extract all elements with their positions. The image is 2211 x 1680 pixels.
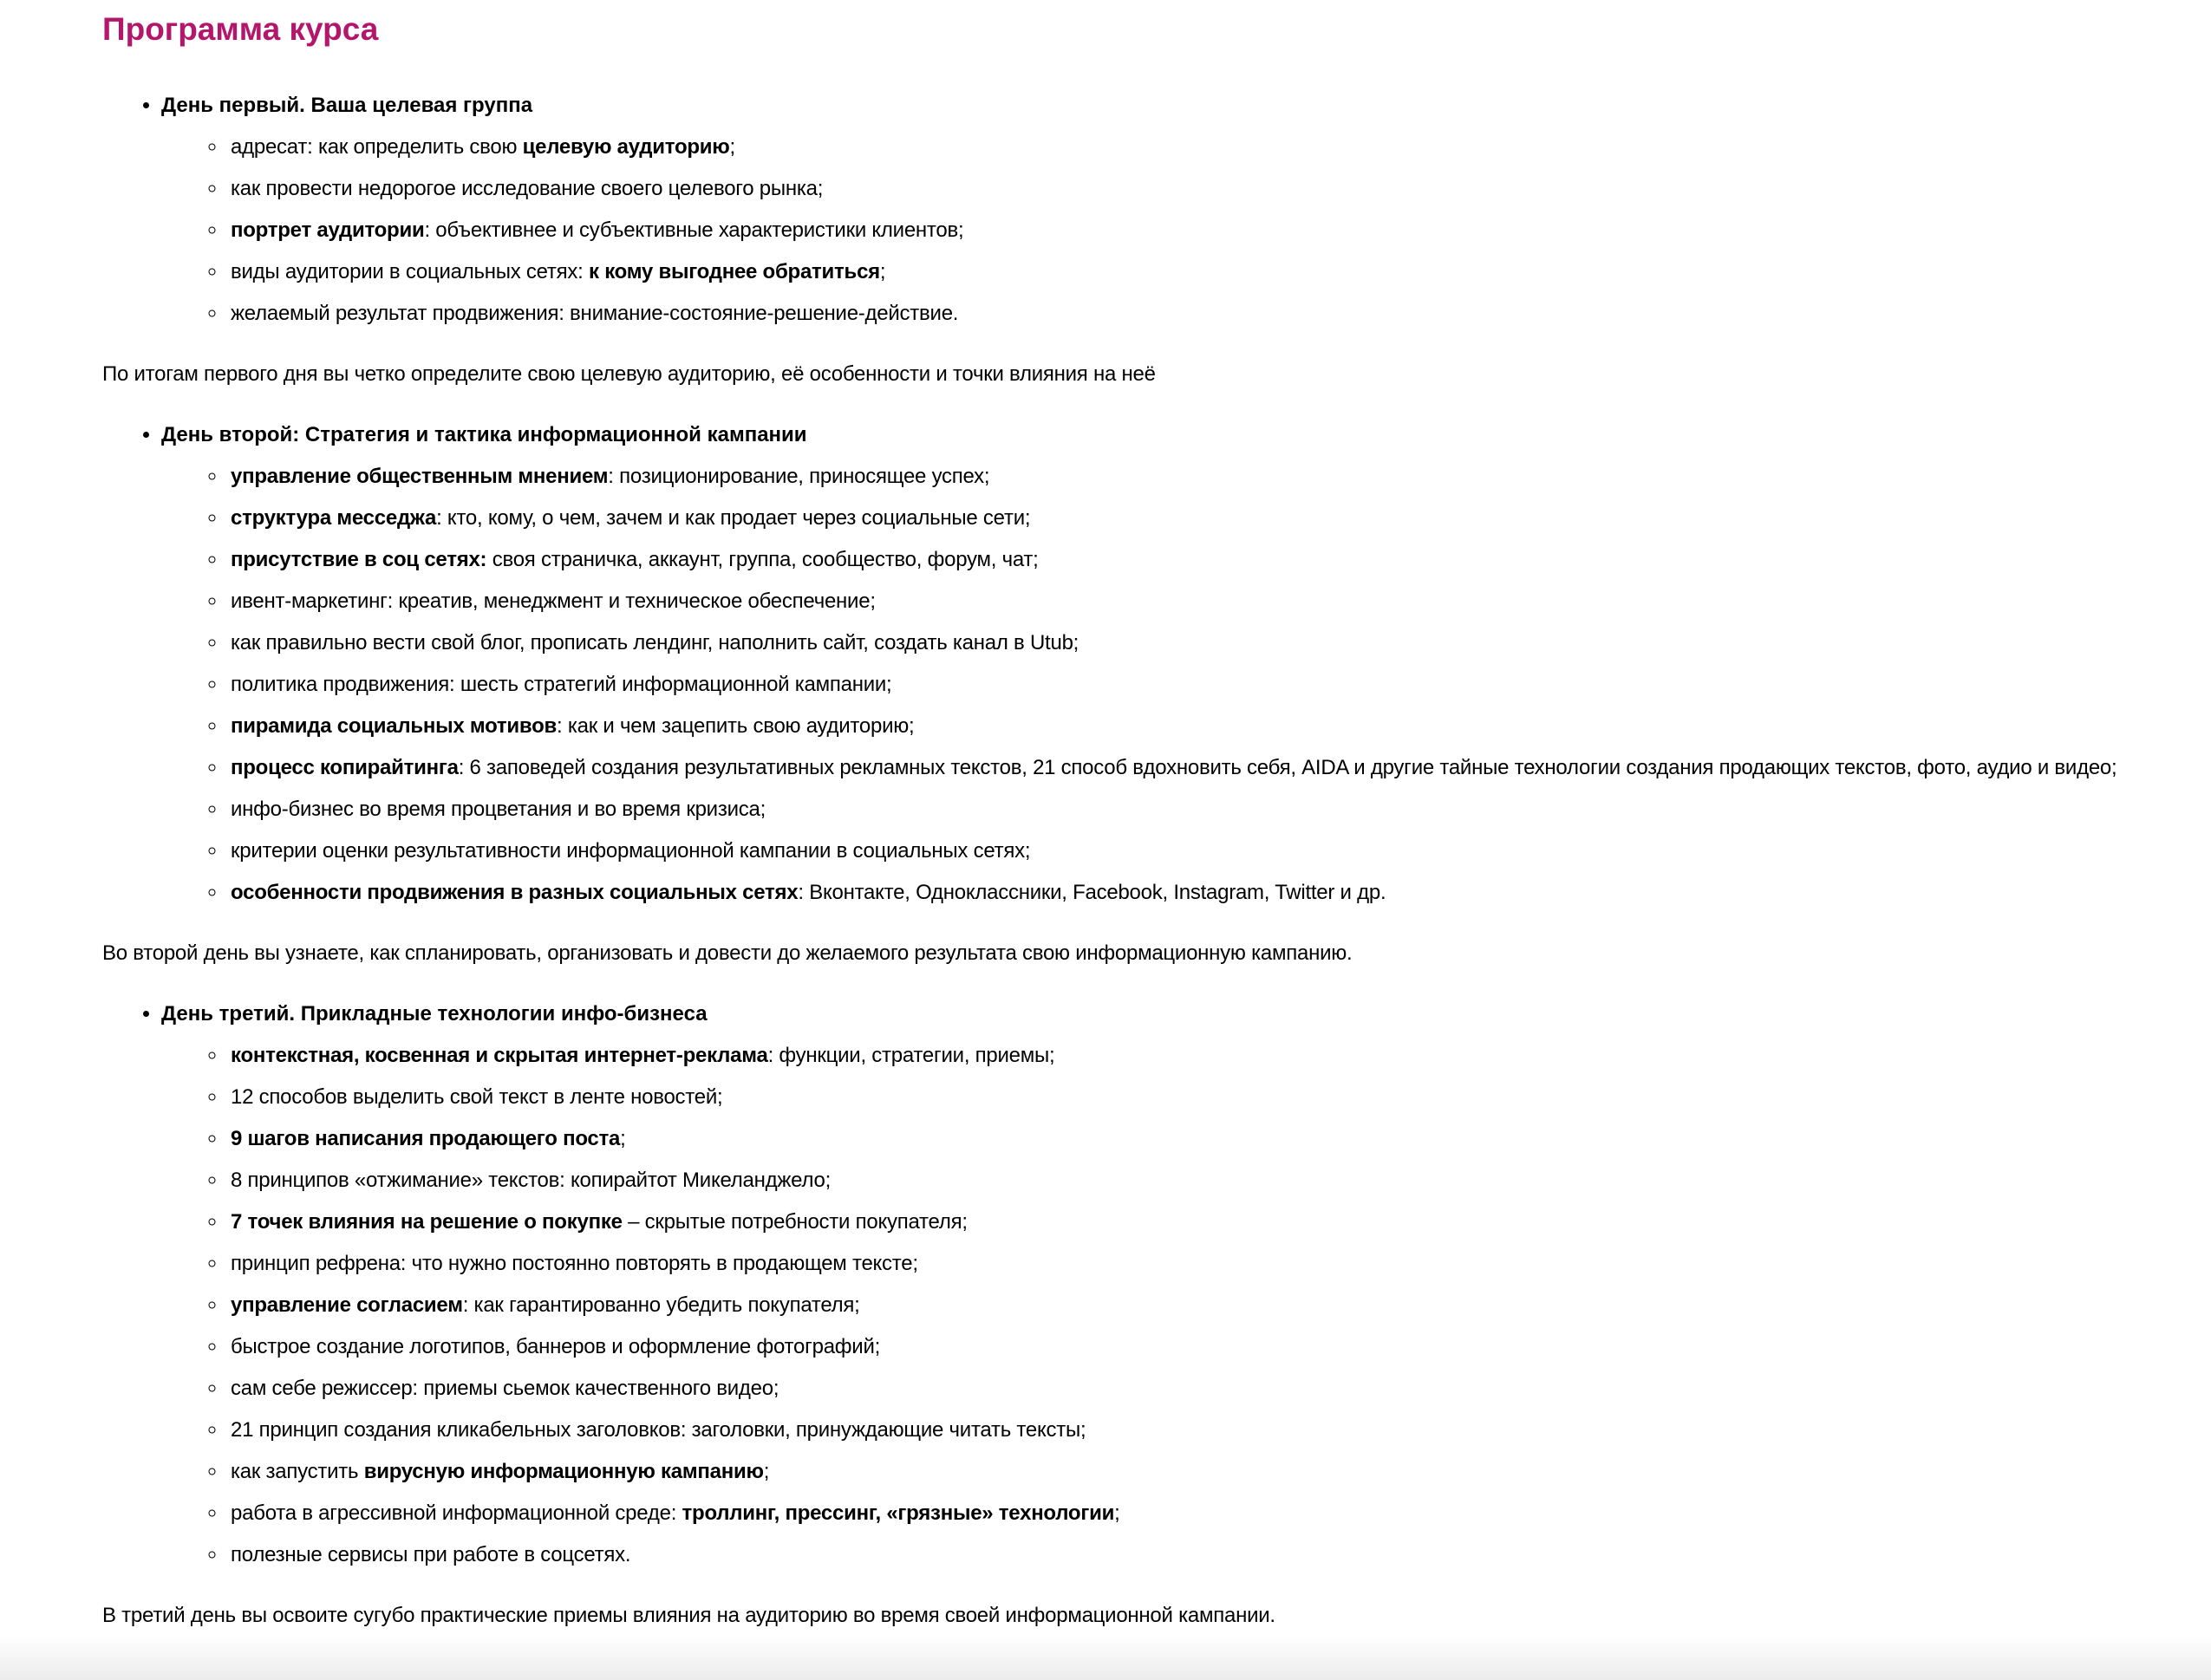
text-segment: ; xyxy=(879,260,886,283)
day-list-3 xyxy=(102,1002,2206,1567)
bold-text-segment: вирусную информационную кампанию xyxy=(363,1460,764,1483)
text-segment: адресат: как определить свою xyxy=(231,135,523,159)
sections-container xyxy=(102,94,2206,1628)
text-segment: : объективнее и субъективные характеристики клиентов; xyxy=(424,218,964,242)
text-segment: : Вконтакте, Одноклассники, Facebook, Instagram, Twitter и др. xyxy=(798,881,1386,904)
list-item xyxy=(227,218,2206,243)
text-segment: виды аудитории в социальных сетях: xyxy=(231,260,590,283)
text-segment: как провести недорогое исследование своего целевого рынка; xyxy=(231,177,824,200)
text-segment: : кто, кому, о чем, зачем и как продает через социальные сети; xyxy=(436,506,1031,530)
list-item xyxy=(227,260,2206,284)
list-item xyxy=(227,1085,2206,1110)
list-item xyxy=(227,1127,2206,1151)
bold-text-segment: процесс копирайтинга xyxy=(231,756,459,779)
day-list-2 xyxy=(102,423,2206,905)
list-item xyxy=(227,1460,2206,1484)
text-segment: 21 принцип создания кликабельных заголовков: заголовки, принуждающие читать тексты; xyxy=(231,1418,1086,1442)
text-segment: полезные сервисы при работе в соцсетях. xyxy=(231,1543,631,1566)
list-item xyxy=(227,673,2206,697)
text-segment: : позиционирование, приносящее успех; xyxy=(608,465,990,488)
text-segment: ивент-маркетинг: креатив, менеджмент и техническое обеспечение; xyxy=(231,589,876,613)
text-segment: как правильно вести свой блог, прописать лендинг, наполнить сайт, создать канал в Utub; xyxy=(231,631,1079,654)
text-segment: инфо-бизнес во время процветания и во время кризиса; xyxy=(231,798,766,821)
list-item xyxy=(227,465,2206,489)
bold-text-segment: 7 точек влияния на решение о покупке xyxy=(231,1210,623,1234)
text-segment: ; xyxy=(763,1460,770,1483)
list-item xyxy=(227,881,2206,905)
day-topics xyxy=(161,465,2206,905)
list-item xyxy=(227,756,2206,780)
list-item xyxy=(227,506,2206,531)
page-bottom-fade xyxy=(0,1635,2211,1680)
bold-text-segment: троллинг, прессинг, «грязные» технологии xyxy=(682,1501,1115,1525)
day-summary: Во второй день вы узнаете, как спланировать, организовать и довести до желаемого результата свою информационную кампанию. xyxy=(102,941,1353,965)
bold-text-segment: присутствие в соц сетях: xyxy=(231,548,487,571)
list-item xyxy=(227,135,2206,160)
day-item-3 xyxy=(161,1002,2206,1567)
text-segment: : 6 заповедей создания результативных рекламных текстов, 21 способ вдохновить себя, AIDA и другие тайные технологии создания продающих текстов, фото, аудио и видео; xyxy=(458,756,2117,779)
bold-text-segment: управление общественным мнением xyxy=(231,465,609,488)
text-segment: 8 принципов «отжимание» текстов: копирайтот Микеланджело; xyxy=(231,1169,832,1192)
text-segment: политика продвижения: шесть стратегий информационной кампании; xyxy=(231,673,892,696)
list-item xyxy=(227,1044,2206,1068)
list-item xyxy=(227,302,2206,326)
text-segment: как запустить xyxy=(231,1460,364,1483)
list-item xyxy=(227,1169,2206,1193)
text-segment: работа в агрессивной информационной среде: xyxy=(231,1501,682,1525)
list-item xyxy=(227,1335,2206,1359)
list-item xyxy=(227,1418,2206,1442)
course-program-page xyxy=(0,10,2211,1628)
text-segment: : как гарантированно убедить покупателя; xyxy=(462,1293,860,1317)
text-segment: : функции, стратегии, приемы; xyxy=(767,1044,1055,1067)
text-segment: ; xyxy=(1114,1501,1120,1525)
list-item xyxy=(227,1293,2206,1318)
list-item xyxy=(227,1210,2206,1234)
list-item xyxy=(227,714,2206,739)
bold-text-segment: контекстная, косвенная и скрытая интернет-реклама xyxy=(231,1044,768,1067)
day-topics xyxy=(161,1044,2206,1567)
bold-text-segment: структура месседжа xyxy=(231,506,437,530)
list-item xyxy=(227,839,2206,863)
text-segment: 12 способов выделить свой текст в ленте новостей; xyxy=(231,1085,723,1109)
day-summary: В третий день вы освоите сугубо практические приемы влияния на аудиторию во время своей информационной кампании. xyxy=(102,1604,1275,1627)
day-topics xyxy=(161,135,2206,326)
bold-text-segment: управление согласием xyxy=(231,1293,463,1317)
day-item-1 xyxy=(161,94,2206,326)
day-title: День первый. Ваша целевая группа xyxy=(161,94,533,117)
page-title: Программа курса xyxy=(102,11,379,47)
list-item xyxy=(227,548,2206,572)
day-item-2 xyxy=(161,423,2206,905)
bold-text-segment: целевую аудиторию xyxy=(522,135,730,159)
list-item xyxy=(227,1543,2206,1567)
bold-text-segment: 9 шагов написания продающего поста xyxy=(231,1127,621,1150)
day-summary: По итогам первого дня вы четко определите свою целевую аудиторию, её особенности и точки влияния на неё xyxy=(102,362,1156,386)
text-segment: желаемый результат продвижения: внимание-состояние-решение-действие. xyxy=(231,302,959,325)
text-segment: быстрое создание логотипов, баннеров и оформление фотографий; xyxy=(231,1335,881,1358)
list-item xyxy=(227,177,2206,201)
text-segment: – скрытые потребности покупателя; xyxy=(622,1210,968,1234)
bold-text-segment: к кому выгоднее обратиться xyxy=(589,260,880,283)
text-segment: принцип рефрена: что нужно постоянно повторять в продающем тексте; xyxy=(231,1252,918,1275)
day-list-1 xyxy=(102,94,2206,326)
text-segment: ; xyxy=(729,135,735,159)
text-segment: сам себе режиссер: приемы сьемок качественного видео; xyxy=(231,1377,779,1400)
list-item xyxy=(227,1252,2206,1276)
text-segment: критерии оценки результативности информационной кампании в социальных сетях; xyxy=(231,839,1031,863)
list-item xyxy=(227,631,2206,655)
bold-text-segment: особенности продвижения в разных социальных сетях xyxy=(231,881,799,904)
text-segment: своя страничка, аккаунт, группа, сообщество, форум, чат; xyxy=(486,548,1039,571)
list-item xyxy=(227,589,2206,614)
bold-text-segment: пирамида социальных мотивов xyxy=(231,714,557,738)
day-title: День второй: Стратегия и тактика информационной кампании xyxy=(161,423,807,446)
bold-text-segment: портрет аудитории xyxy=(231,218,425,242)
day-title: День третий. Прикладные технологии инфо-бизнеса xyxy=(161,1002,708,1026)
list-item xyxy=(227,798,2206,822)
text-segment: : как и чем зацепить свою аудиторию; xyxy=(557,714,915,738)
list-item xyxy=(227,1377,2206,1401)
text-segment: ; xyxy=(620,1127,626,1150)
list-item xyxy=(227,1501,2206,1526)
